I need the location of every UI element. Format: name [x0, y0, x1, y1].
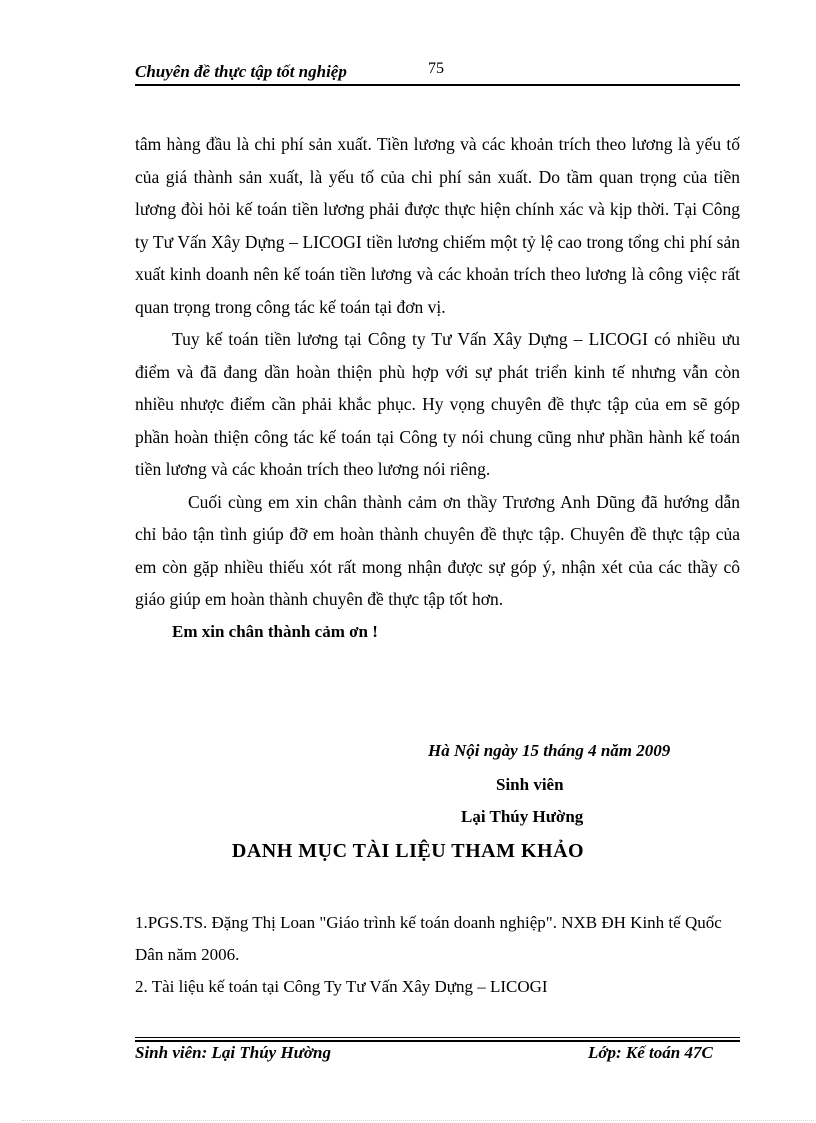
- footer-divider: [135, 1037, 740, 1038]
- page-header: [135, 58, 740, 84]
- page-edge: [22, 1120, 814, 1121]
- header-title: Chuyên đề thực tập tốt nghiệp: [135, 62, 347, 81]
- references-title: DANH MỤC TÀI LIỆU THAM KHẢO: [231, 840, 585, 862]
- references-list: [135, 907, 740, 1003]
- body-paragraph-2: Tuy kế toán tiền lương tại Công ty Tư Vấn Xây Dựng – LICOGI có nhiều ưu điểm và đã đang dần hoàn thiện phù hợp với sự phát triển kinh tế nhưng vẫn còn nhiều nhược điểm cần phải khắc phục. Hy vọng chuyên đề thực tập của em sẽ góp phần hoàn thiện công tác kế toán tại Công ty nói chung cũng như phần hành kế toán tiền lương và các khoản trích theo lương nói riêng.: [135, 329, 740, 479]
- footer-divider-thick: [135, 1040, 740, 1042]
- signature-role: Sinh viên: [496, 775, 564, 794]
- signature-date: Hà Nội ngày 15 tháng 4 năm 2009: [428, 741, 671, 760]
- reference-item: 1.PGS.TS. Đặng Thị Loan "Giáo trình kế toán doanh nghiệp". NXB ĐH Kinh tế Quốc Dân năm 2006.: [135, 913, 722, 964]
- thanks-line: Em xin chân thành cảm ơn !: [172, 621, 378, 641]
- signature-name: Lại Thúy Hường: [461, 807, 584, 826]
- page-number: 75: [428, 60, 444, 77]
- reference-item: 2. Tài liệu kế toán tại Công Ty Tư Vấn Xây Dựng – LICOGI: [135, 977, 548, 996]
- body-paragraph-3: Cuối cùng em xin chân thành cảm ơn thầy Trương Anh Dũng đã hướng dẫn chỉ bảo tận tình giúp đỡ em hoàn thành chuyên đề thực tập. Chuyên đề thực tập của em còn gặp nhiều thiếu xót rất mong nhận được sự góp ý, nhận xét của các thầy cô giáo giúp em hoàn thành chuyên đề thực tập tốt hơn.: [135, 491, 740, 609]
- footer-class: Lớp: Kế toán 47C: [588, 1043, 713, 1062]
- header-divider: [135, 84, 740, 86]
- body-paragraph-1: tâm hàng đầu là chi phí sản xuất. Tiền lương và các khoản trích theo lương là yếu tố của giá thành sản xuất, là yếu tố của chi phí sản xuất. Do tầm quan trọng của tiền lương đòi hỏi kế toán tiền lương phải được thực hiện chính xác và kịp thời. Tại Công ty Tư Vấn Xây Dựng – LICOGI tiền lương chiếm một tỷ lệ cao trong tổng chi phí sản xuất kinh doanh nên kế toán tiền lương và các khoản trích theo lương là công việc rất quan trọng trong công tác kế toán tại đơn vị.: [135, 134, 740, 317]
- footer-student: Sinh viên: Lại Thúy Hường: [135, 1043, 331, 1062]
- document-body: [135, 128, 740, 648]
